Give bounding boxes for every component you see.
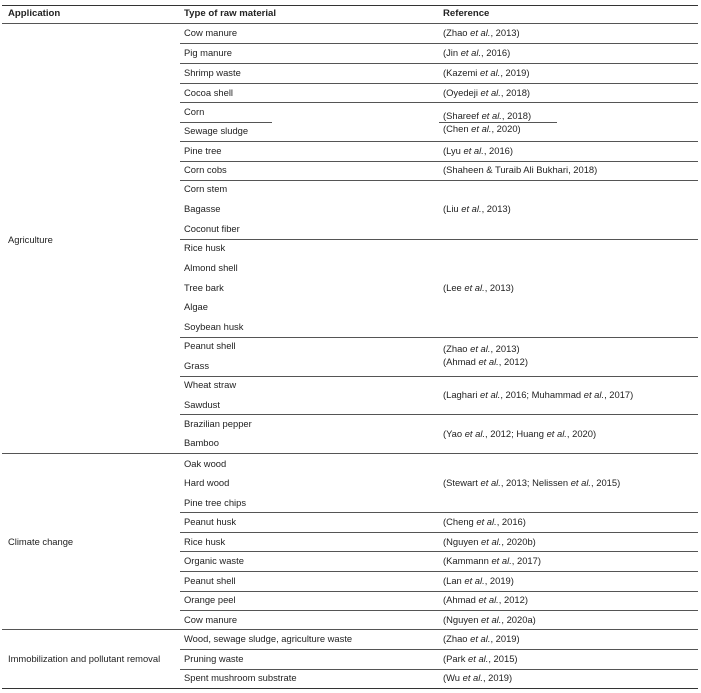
material-cell: Peanut shell <box>184 575 236 586</box>
material-cell: Orange peel <box>184 594 236 605</box>
reference-cell: (Yao et al., 2012; Huang et al., 2020) <box>443 428 597 439</box>
row-rule <box>180 532 698 533</box>
reference-cell: (Kazemi et al., 2019) <box>443 67 530 78</box>
material-cell: Peanut shell <box>184 340 236 351</box>
reference-cell: (Zhao et al., 2013) <box>443 27 520 38</box>
material-cell: Corn <box>184 106 205 117</box>
material-cell: Rice husk <box>184 536 226 547</box>
row-rule <box>180 83 698 84</box>
material-cell: Sawdust <box>184 399 220 410</box>
material-cell: Bagasse <box>184 203 221 214</box>
row-rule <box>180 414 698 415</box>
row-rule <box>180 512 698 513</box>
material-cell: Hard wood <box>184 477 230 488</box>
material-cell: Brazilian pepper <box>184 418 252 429</box>
header-reference: Reference <box>443 8 490 19</box>
material-cell: Pruning waste <box>184 653 244 664</box>
reference-cell: (Ahmad et al., 2012) <box>443 356 528 367</box>
reference-cell: (Cheng et al., 2016) <box>443 516 526 527</box>
reference-cell: (Nguyen et al., 2020a) <box>443 614 536 625</box>
material-cell: Oak wood <box>184 458 227 469</box>
table-top-rule <box>2 5 698 6</box>
reference-cell: (Lyu et al., 2016) <box>443 145 514 156</box>
row-rule <box>180 669 698 670</box>
header-material: Type of raw material <box>184 8 277 19</box>
material-cell: Bamboo <box>184 437 219 448</box>
material-cell: Corn stem <box>184 183 228 194</box>
row-rule <box>2 629 698 630</box>
reference-cell: (Chen et al., 2020) <box>443 123 521 134</box>
row-rule <box>180 571 698 572</box>
material-cell: Tree bark <box>184 282 224 293</box>
header-rule <box>2 23 698 24</box>
reference-cell: (Wu et al., 2019) <box>443 672 513 683</box>
reference-cell: (Kammann et al., 2017) <box>443 555 541 566</box>
application-cell: Agriculture <box>8 234 53 245</box>
reference-cell: (Stewart et al., 2013; Nelissen et al., 2015) <box>443 477 621 488</box>
reference-cell: (Shaheen & Turaib Ali Bukhari, 2018) <box>443 164 598 175</box>
material-cell: Pig manure <box>184 47 232 58</box>
material-cell: Spent mushroom substrate <box>184 672 297 683</box>
material-cell: Cocoa shell <box>184 87 233 98</box>
material-cell: Cow manure <box>184 27 238 38</box>
row-rule <box>180 591 698 592</box>
application-cell: Climate change <box>8 536 74 547</box>
row-rule <box>180 551 698 552</box>
reference-cell: (Zhao et al., 2019) <box>443 633 520 644</box>
material-cell: Pine tree chips <box>184 497 247 508</box>
row-rule <box>180 43 698 44</box>
row-rule <box>2 453 698 454</box>
row-rule <box>2 688 698 689</box>
reference-cell: (Nguyen et al., 2020b) <box>443 536 536 547</box>
material-cell: Algae <box>184 301 208 312</box>
material-cell: Sewage sludge <box>184 125 249 136</box>
row-rule <box>180 337 698 338</box>
row-rule <box>439 122 557 123</box>
row-rule <box>180 180 698 181</box>
reference-cell: (Laghari et al., 2016; Muhammad et al., 2017) <box>443 389 634 400</box>
reference-cell: (Zhao et al., 2013) <box>443 343 520 354</box>
reference-cell: (Lee et al., 2013) <box>443 282 514 293</box>
material-cell: Soybean husk <box>184 321 244 332</box>
row-rule <box>180 122 272 123</box>
row-rule <box>180 610 698 611</box>
material-cell: Wood, sewage sludge, agriculture waste <box>184 633 353 644</box>
material-cell: Grass <box>184 360 210 371</box>
reference-cell: (Jin et al., 2016) <box>443 47 511 58</box>
row-rule <box>180 376 698 377</box>
row-rule <box>180 102 698 103</box>
application-cell: Immobilization and pollutant removal <box>8 653 161 664</box>
row-rule <box>180 141 698 142</box>
material-cell: Shrimp waste <box>184 67 241 78</box>
material-cell: Corn cobs <box>184 164 227 175</box>
row-rule <box>180 649 698 650</box>
material-cell: Cow manure <box>184 614 238 625</box>
reference-cell: (Ahmad et al., 2012) <box>443 594 528 605</box>
material-cell: Rice husk <box>184 242 226 253</box>
reference-cell: (Oyedeji et al., 2018) <box>443 87 531 98</box>
reference-cell: (Park et al., 2015) <box>443 653 518 664</box>
row-rule <box>180 161 698 162</box>
material-cell: Peanut husk <box>184 516 237 527</box>
material-cell: Pine tree <box>184 145 222 156</box>
material-cell: Coconut fiber <box>184 223 240 234</box>
header-application: Application <box>8 8 61 19</box>
reference-cell: (Lan et al., 2019) <box>443 575 514 586</box>
reference-cell: (Shareef et al., 2018) <box>443 110 532 121</box>
row-rule <box>180 239 698 240</box>
material-cell: Organic waste <box>184 555 244 566</box>
material-cell: Almond shell <box>184 262 238 273</box>
material-cell: Wheat straw <box>184 379 237 390</box>
reference-cell: (Liu et al., 2013) <box>443 203 511 214</box>
row-rule <box>180 63 698 64</box>
